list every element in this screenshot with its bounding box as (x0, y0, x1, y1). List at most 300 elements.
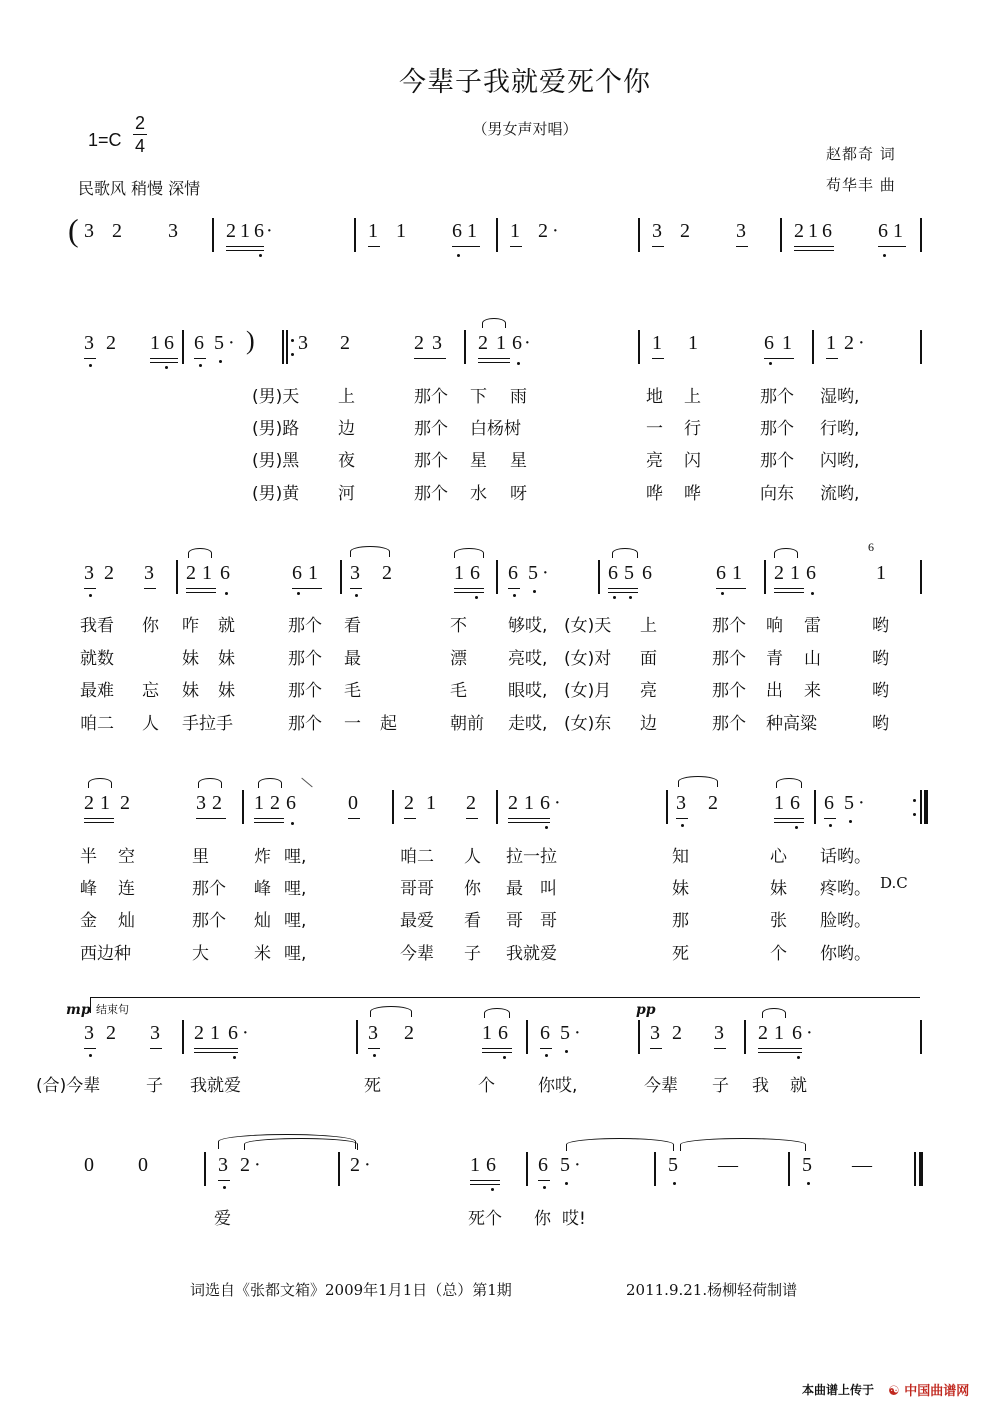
lyric: (合)今辈 (36, 1076, 101, 1096)
note: 1 (782, 332, 792, 354)
lyric: 人 (142, 714, 159, 734)
note: 1 (482, 1022, 492, 1044)
repeat-start (282, 330, 284, 364)
barline (464, 330, 466, 364)
watermark-logo[interactable] (888, 1380, 969, 1399)
time-signature-top: 2 (134, 113, 145, 133)
lyric: 哟 (872, 616, 889, 636)
lyric: 话哟。 (820, 847, 871, 867)
note: 2 (106, 1022, 116, 1044)
note: 3 (650, 1022, 660, 1044)
note: 6 (764, 332, 774, 354)
note: 2 (466, 792, 476, 814)
lyric: 空 (118, 847, 135, 867)
dot-duration: · (858, 792, 865, 814)
note: 6 (608, 562, 618, 584)
lyric: 呀 (510, 484, 527, 504)
key-signature: 1=C (88, 130, 122, 150)
dot-duration: · (266, 220, 273, 242)
lyric: 起 (380, 714, 397, 734)
lyric: 半 (80, 847, 97, 867)
lyric: (男)黑 (252, 451, 300, 471)
note: 2 (112, 220, 122, 242)
lyric: 脸哟。 (820, 911, 871, 931)
lyricist: 赵都奇 词 (826, 145, 896, 163)
lyric: 里 (192, 847, 209, 867)
note: 3 (350, 562, 360, 584)
note: 1 (368, 220, 378, 242)
lyric: 上 (640, 616, 657, 636)
lyric: 妹 (218, 649, 235, 669)
lyric: 毛 (344, 681, 361, 701)
lyric: 峰 (80, 879, 97, 899)
note: 1 (790, 562, 800, 584)
note: 2 (226, 220, 236, 242)
note: 3 (84, 332, 94, 354)
note: 2 (774, 562, 784, 584)
note: 1 (426, 792, 436, 814)
repeat-end (913, 799, 916, 802)
lyric: 个 (770, 944, 787, 964)
note: 6 (486, 1154, 496, 1176)
barline (654, 1152, 656, 1186)
lyric: 我 (752, 1076, 769, 1096)
lyric: 哗 (684, 484, 701, 504)
lyric: 我看 (80, 616, 114, 636)
style-marking: 民歌风 稍慢 深情 (78, 179, 201, 198)
note: 2 (340, 332, 350, 354)
dot-duration: · (552, 220, 559, 242)
note: 1 (774, 1022, 784, 1044)
lyric: 就 (218, 616, 235, 636)
grace-note: 6 (868, 540, 874, 554)
dot-duration: · (554, 792, 561, 814)
note: 1 (240, 220, 250, 242)
barline (182, 1020, 184, 1054)
note: 1 (470, 1154, 480, 1176)
lyric: 今辈 (400, 944, 434, 964)
barline (638, 330, 640, 364)
dash: — (718, 1154, 738, 1176)
lyric: 咱二 (80, 714, 114, 734)
note: 3 (432, 332, 442, 354)
lyric: 拉一拉 (506, 847, 557, 867)
dot-duration: · (542, 562, 549, 584)
barline (764, 560, 766, 594)
lyric: 那个 (712, 714, 746, 734)
note: 6 (194, 332, 204, 354)
note: 1 (876, 562, 886, 584)
note: 1 (308, 562, 318, 584)
barline (182, 330, 184, 364)
barline (526, 1020, 528, 1054)
note: 2 (414, 332, 424, 354)
lyric: 死 (364, 1076, 381, 1096)
barline (638, 1020, 640, 1054)
dot-duration: · (806, 1022, 813, 1044)
lyric: 那个 (192, 911, 226, 931)
lyric: 疼哟。 (820, 879, 871, 899)
lyric: 你哟。 (820, 944, 871, 964)
lyric: 哩, (284, 847, 307, 867)
note: 1 (396, 220, 406, 242)
lyric: 那个 (288, 649, 322, 669)
note: 2 (270, 792, 280, 814)
dynamic-mp: mp (66, 1002, 91, 1018)
footer-credit: 2011.9.21.杨柳轻荷制谱 (626, 1281, 798, 1299)
note: 1 (210, 1022, 220, 1044)
lyric: 朝前 (450, 714, 484, 734)
note: 1 (688, 332, 698, 354)
barline (744, 1020, 746, 1054)
note: 2 (84, 792, 94, 814)
dot-duration: · (364, 1154, 371, 1176)
note: 6 (498, 1022, 508, 1044)
subtitle: （男女声对唱） (472, 120, 578, 138)
note: 6 (792, 1022, 802, 1044)
lyric: 个 (478, 1076, 495, 1096)
note: 2 (672, 1022, 682, 1044)
lyric: 夜 (338, 451, 355, 471)
barline (920, 1020, 922, 1054)
lyric: 我就爱 (190, 1076, 241, 1096)
dot-duration: · (574, 1154, 581, 1176)
lyric: 咋 (182, 616, 199, 636)
note: 6 (470, 562, 480, 584)
note: 0 (348, 792, 358, 814)
note: 1 (808, 220, 818, 242)
note: 6 (220, 562, 230, 584)
note: 3 (736, 220, 746, 242)
note: 5 (844, 792, 854, 814)
note: 6 (286, 792, 296, 814)
note: 6 (806, 562, 816, 584)
barline (920, 330, 922, 364)
lyric: 够哎, (508, 616, 548, 636)
close-paren: ) (246, 326, 255, 355)
note: 2 (794, 220, 804, 242)
lyric: (男)路 (252, 419, 300, 439)
note: 1 (524, 792, 534, 814)
note: 5 (560, 1022, 570, 1044)
note: 2 (708, 792, 718, 814)
note: 5 (624, 562, 634, 584)
lyric: 最 (344, 649, 361, 669)
note: 6 (878, 220, 888, 242)
lyric: (女)对 (564, 649, 612, 669)
note: 1 (510, 220, 520, 242)
note: 6 (538, 1154, 548, 1176)
lyric: 死 (672, 944, 689, 964)
note: 1 (100, 792, 110, 814)
logo-icon: ☯ (888, 1384, 900, 1399)
note: 2 (350, 1154, 360, 1176)
lyric: 我就爱 (506, 944, 557, 964)
lyric: 地 (646, 387, 663, 407)
note: 1 (454, 562, 464, 584)
note: 1 (826, 332, 836, 354)
note: 2 (508, 792, 518, 814)
lyric: 那个 (414, 419, 448, 439)
dot-duration: · (858, 332, 865, 354)
lyric: 人 (464, 847, 481, 867)
barline (212, 218, 214, 252)
lyric: 那个 (288, 714, 322, 734)
note: 2 (382, 562, 392, 584)
lyric: 那个 (192, 879, 226, 899)
lyric: 向东 (760, 484, 794, 504)
lyric: 那个 (712, 616, 746, 636)
note: 3 (196, 792, 206, 814)
note: 3 (676, 792, 686, 814)
note: 3 (652, 220, 662, 242)
lyric: 咱二 (400, 847, 434, 867)
lyric: 种高粱 (766, 714, 817, 734)
barline (242, 790, 244, 824)
note: 1 (732, 562, 742, 584)
lyric: 星 (510, 451, 527, 471)
barline (780, 218, 782, 252)
lyric: 那个 (712, 681, 746, 701)
lyric: 你 (142, 616, 159, 636)
lyric: 行哟, (820, 419, 860, 439)
lyric: 西边种 (80, 944, 131, 964)
lyric: 大 (192, 944, 209, 964)
lyric: 雨 (510, 387, 527, 407)
note: 6 (716, 562, 726, 584)
lyric: 边 (640, 714, 657, 734)
lyric: 那个 (414, 484, 448, 504)
lyric: 灿 (254, 911, 271, 931)
note: 1 (774, 792, 784, 814)
lyric: 子 (712, 1076, 729, 1096)
lyric: 最 (506, 879, 523, 899)
note: 1 (893, 220, 903, 242)
lyric: 那个 (288, 681, 322, 701)
barline (204, 1152, 206, 1186)
barline (812, 330, 814, 364)
lyric: 子 (464, 944, 481, 964)
note: 5 (560, 1154, 570, 1176)
lyric: 一 (646, 419, 663, 439)
lyric: 叫 (540, 879, 557, 899)
lyric: 哎! (562, 1209, 586, 1229)
lyric: 金 (80, 911, 97, 931)
time-signature (133, 112, 147, 157)
lyric: 看 (464, 911, 481, 931)
rest: 0 (84, 1154, 94, 1176)
lyric: 响 (766, 616, 783, 636)
note: 6 (642, 562, 652, 584)
lyric: 白杨树 (470, 419, 521, 439)
song-title: 今辈子我就爱死个你 (399, 67, 651, 98)
da-capo: D.C (880, 874, 908, 892)
dot-duration: · (574, 1022, 581, 1044)
note: 2 (104, 562, 114, 584)
note: 6 (508, 562, 518, 584)
barline (356, 1020, 358, 1054)
lyric: 灿 (118, 911, 135, 931)
lyric: 死个 (468, 1209, 502, 1229)
lyric: 张 (770, 911, 787, 931)
lyric: 星 (470, 451, 487, 471)
note: 6 (254, 220, 264, 242)
lyric: 哟 (872, 649, 889, 669)
watermark-text: 本曲谱上传于 (802, 1383, 875, 1397)
note: 6 (292, 562, 302, 584)
lyric: 下 (470, 387, 487, 407)
lyric: 湿哟, (820, 387, 860, 407)
note: 2 (404, 792, 414, 814)
lyric: 山 (804, 649, 821, 669)
barline (638, 218, 640, 252)
lyric: 那个 (760, 387, 794, 407)
lyric: 河 (338, 484, 355, 504)
lyric: 哟 (872, 681, 889, 701)
lyric: (女)月 (564, 681, 612, 701)
lyric: 那个 (712, 649, 746, 669)
barline (176, 560, 178, 594)
lyric: 爱 (214, 1209, 231, 1229)
lyric: 炸 (254, 847, 271, 867)
watermark-site: 中国曲谱网 (904, 1384, 970, 1399)
note: 1 (496, 332, 506, 354)
note: 2 (844, 332, 854, 354)
lyric: 面 (640, 649, 657, 669)
note: 2 (186, 562, 196, 584)
lyric: 哥哥 (400, 879, 434, 899)
note: 5 (668, 1154, 678, 1176)
lyric: 最难 (80, 681, 114, 701)
lyric: 那个 (414, 387, 448, 407)
note: 6 (228, 1022, 238, 1044)
note: 2 (758, 1022, 768, 1044)
note: 1 (202, 562, 212, 584)
note: 6 (452, 220, 462, 242)
note: 2 (212, 792, 222, 814)
ending-label: 结束句 (96, 1003, 129, 1016)
note: 3 (150, 1022, 160, 1044)
lyric: 亮 (640, 681, 657, 701)
lyric: 出 (766, 681, 783, 701)
note: 6 (540, 792, 550, 814)
final-barline (914, 1152, 916, 1186)
note: 3 (84, 562, 94, 584)
lyric: 哩, (284, 944, 307, 964)
rest: 0 (138, 1154, 148, 1176)
note: 6 (164, 332, 174, 354)
lyric: 上 (338, 387, 355, 407)
note: 3 (368, 1022, 378, 1044)
note: 6 (822, 220, 832, 242)
lyric: 知 (672, 847, 689, 867)
lyric: 那个 (414, 451, 448, 471)
lyric: 哗 (646, 484, 663, 504)
barline (788, 1152, 790, 1186)
lyric: 最爱 (400, 911, 434, 931)
dot-duration: · (254, 1154, 261, 1176)
barline (354, 218, 356, 252)
lyric: 你 (534, 1209, 551, 1229)
dot-duration: · (242, 1022, 249, 1044)
lyric: 峰 (254, 879, 271, 899)
lyric: 亮哎, (508, 649, 548, 669)
note: 3 (298, 332, 308, 354)
lyric: 妹 (182, 681, 199, 701)
dynamic-pp: pp (636, 1002, 656, 1018)
barline (392, 790, 394, 824)
note: 3 (144, 562, 154, 584)
lyric: 那个 (288, 616, 322, 636)
lyric: 手拉手 (182, 714, 233, 734)
note: 2 (478, 332, 488, 354)
note: 2 (404, 1022, 414, 1044)
dash: — (852, 1154, 872, 1176)
lyric: 眼哎, (508, 681, 548, 701)
barline (920, 218, 922, 252)
lyric: 一 (344, 714, 361, 734)
note: 2 (120, 792, 130, 814)
lyric: 水 (470, 484, 487, 504)
note: 5 (214, 332, 224, 354)
note: 2 (240, 1154, 250, 1176)
lyric: 连 (118, 879, 135, 899)
note: 6 (790, 792, 800, 814)
lyric: 妹 (770, 879, 787, 899)
lyric: 哩, (284, 879, 307, 899)
lyric: (女)东 (564, 714, 612, 734)
barline (920, 560, 922, 594)
lyric: 那 (672, 911, 689, 931)
lyric: 哥 (506, 911, 523, 931)
lyric: 看 (344, 616, 361, 636)
lyric: 青 (766, 649, 783, 669)
lyric: 闪 (684, 451, 701, 471)
lyric: 雷 (804, 616, 821, 636)
lyric: 那个 (760, 419, 794, 439)
barline (598, 560, 600, 594)
note: 3 (84, 220, 94, 242)
time-signature-bottom: 4 (134, 136, 145, 156)
lyric: 亮 (646, 451, 663, 471)
note: 3 (218, 1154, 228, 1176)
note: 1 (652, 332, 662, 354)
lyric: 流哟, (820, 484, 860, 504)
open-paren: ( (68, 212, 79, 248)
lyric: 妹 (182, 649, 199, 669)
lyric: 闪哟, (820, 451, 860, 471)
lyric: 边 (338, 419, 355, 439)
lyric: 今辈 (644, 1076, 678, 1096)
barline (340, 560, 342, 594)
lyric: (男)天 (252, 387, 300, 407)
lyric: 妹 (218, 681, 235, 701)
note: 2 (538, 220, 548, 242)
lyric: 忘 (142, 681, 159, 701)
note: 2 (194, 1022, 204, 1044)
lyric: 就 (790, 1076, 807, 1096)
dot-duration: · (524, 332, 531, 354)
lyric: 心 (770, 847, 787, 867)
lyric: 就数 (80, 649, 114, 669)
lyric: 那个 (760, 451, 794, 471)
note: 2 (680, 220, 690, 242)
note: 6 (512, 332, 522, 354)
note: 5 (802, 1154, 812, 1176)
lyric: 子 (146, 1076, 163, 1096)
lyric: 妹 (672, 879, 689, 899)
lyric: 上 (684, 387, 701, 407)
